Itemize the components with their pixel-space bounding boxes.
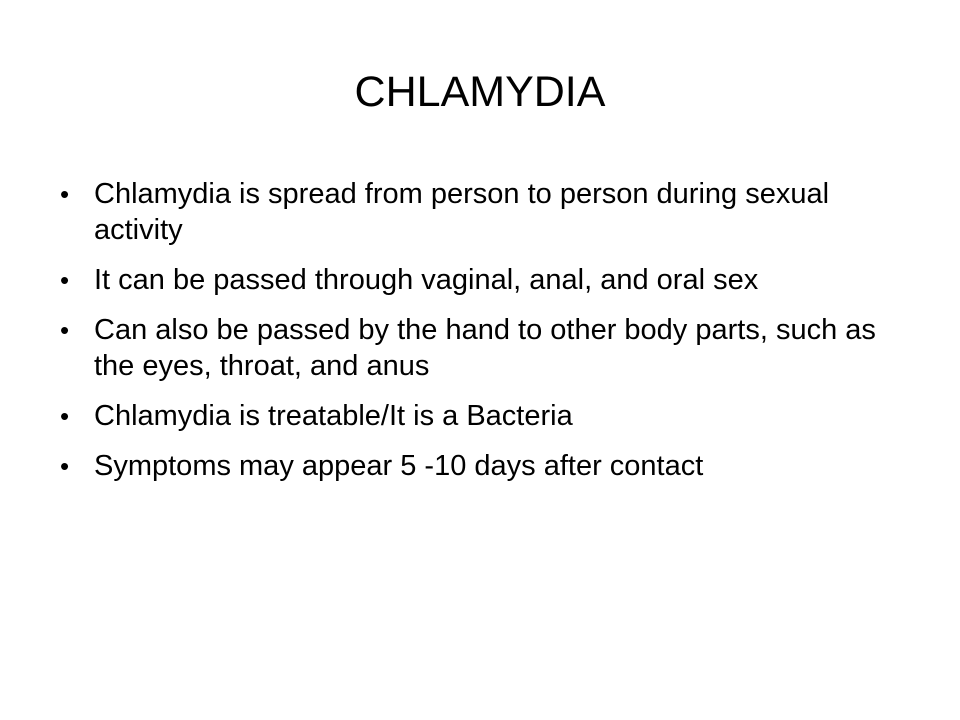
bullet-item <box>60 262 920 298</box>
bullet-dot-icon: • <box>60 265 70 295</box>
bullet-dot-icon: • <box>60 315 70 345</box>
bullet-dot-icon: • <box>60 451 70 481</box>
bullet-text: Can also be passed by the hand to other body parts, such as the eyes, throat, and anus <box>94 314 876 382</box>
bullet-text: It can be passed through vaginal, anal, and oral sex <box>94 264 759 296</box>
slide-title: CHLAMYDIA <box>354 68 606 116</box>
bullet-item <box>60 176 920 248</box>
bullet-list <box>60 176 920 498</box>
bullet-item <box>60 448 920 484</box>
bullet-dot-icon: • <box>60 179 70 209</box>
bullet-item <box>60 312 920 384</box>
bullet-dot-icon: • <box>60 401 70 431</box>
bullet-item <box>60 398 920 434</box>
bullet-text: Symptoms may appear 5 -10 days after contact <box>94 450 704 482</box>
bullet-text: Chlamydia is treatable/It is a Bacteria <box>94 400 573 432</box>
bullet-text: Chlamydia is spread from person to person during sexual activity <box>94 178 830 246</box>
